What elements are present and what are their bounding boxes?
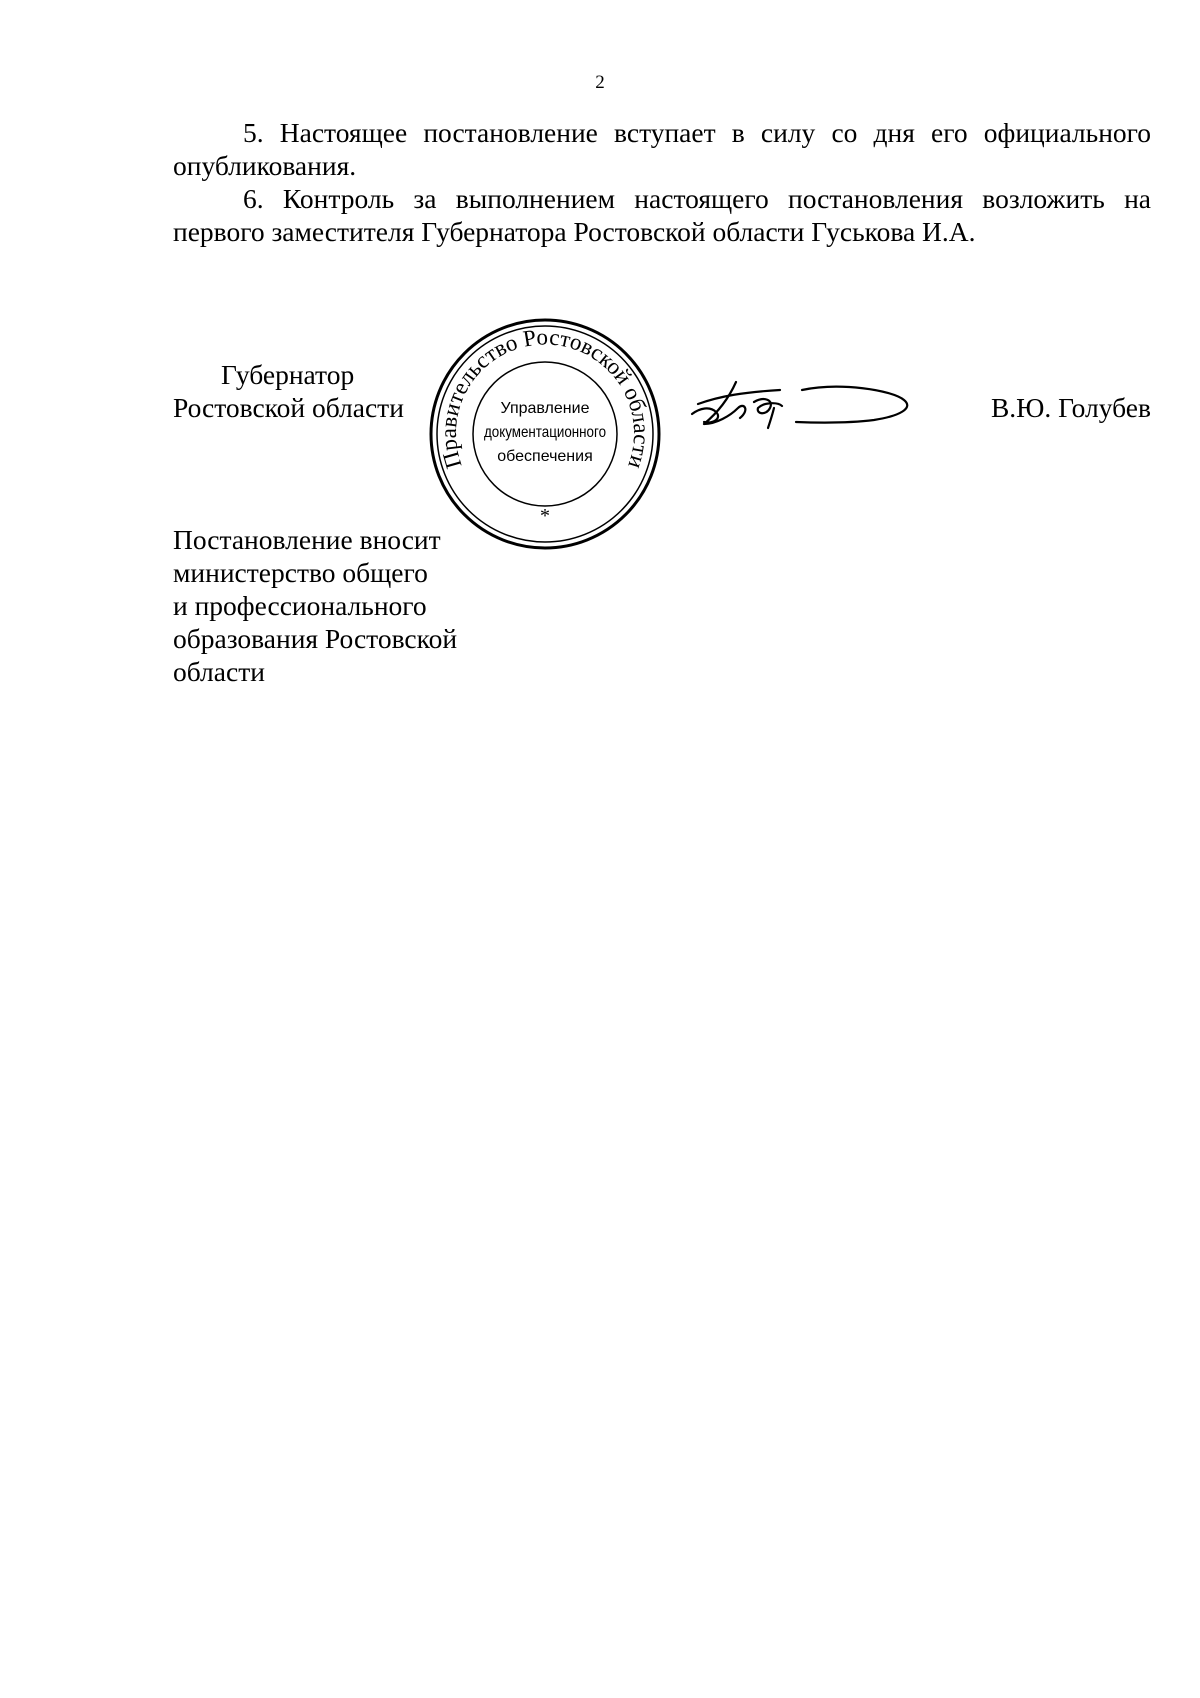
submitted-line-2: министерство общего [173, 557, 428, 588]
seal-inner-line1: Управление [500, 400, 590, 417]
submitted-by-note [173, 523, 493, 688]
handwritten-signature [690, 372, 930, 452]
signer-position: Губернатор [221, 359, 355, 390]
paragraph-5: 5. Настоящее постановление вступает в силу со дня его официального опубликования. [173, 117, 1151, 181]
seal-inner-line2: документационного [484, 424, 607, 441]
submitted-line-5: области [173, 656, 265, 687]
seal-star: * [540, 505, 550, 527]
submitted-line-1: Постановление вносит [173, 524, 441, 555]
seal-inner-line3: обеспечения [497, 448, 593, 465]
paragraph-6: 6. Контроль за выполнением настоящего постановления возложить на первого заместителя Губернатора Ростовской области Гуськова И.А. [173, 183, 1151, 247]
signer-region: Ростовской области [173, 392, 404, 423]
submitted-line-4: образования Ростовской [173, 623, 458, 654]
page-number: 2 [595, 72, 605, 93]
official-seal [427, 316, 663, 552]
signer-name: В.Ю. Голубев [990, 392, 1151, 423]
signer-title [173, 358, 453, 424]
seal-outer-text: Правительство Ростовской области [435, 324, 655, 472]
submitted-line-3: и профессионального [173, 590, 427, 621]
